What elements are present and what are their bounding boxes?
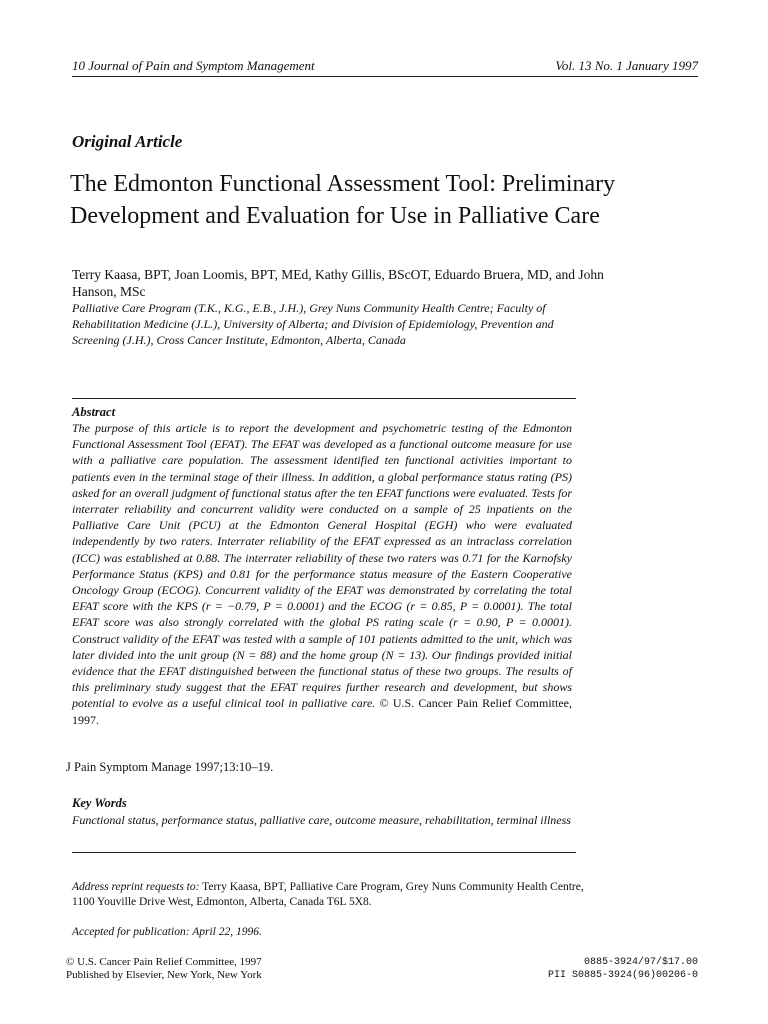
keywords-bottom-rule <box>72 852 576 853</box>
reprint-address-body: Terry Kaasa, BPT, Palliative Care Program, Grey Nuns Community Health Centre, 1100 Youville Drive West, Edmonton, Alberta, Canada T6L 5X8. <box>72 881 584 908</box>
footer-copyright: © U.S. Cancer Pain Relief Committee, 1997 <box>66 956 262 968</box>
citation: J Pain Symptom Manage 1997;13:10–19. <box>66 760 274 774</box>
abstract-text: The purpose of this article is to report the development and psychometric testing of the Edmonton Functional Assessment Tool (EFAT). The EFAT was developed as a functional outcome measure for use with a palliative care population. The assessment identified ten functional activities important to patients even in the terminal stage of their illness. In addition, a global performance status rating (PS) asked for an overall judgment of functional status after the ten EFAT functions were evaluated. Tests for interrater reliability and concurrent validity were conducted on a sample of 25 inpatients on the Palliative Care Unit (PCU) at the Edmonton General Hospital (EGH) who were evaluated independently by two raters. Interrater reliability of the EFAT expressed as an intraclass correlation (ICC) was established at 0.88. The interrater reliability of these two raters was 0.71 for the Karnofsky Performance Status (KPS) and 0.81 for the performance status measure of the Eastern Cooperative Oncology Group (ECOG). Concurrent validity of the EFAT was demonstrated by correlating the total EFAT score with the KPS (r = −0.79, P = 0.0001) and the ECOG (r = 0.85, P = 0.0001). The total EFAT score was also strongly correlated with the global PS rating scale (r = 0.90, P = 0.0001). Construct validity of the EFAT was tested with a sample of 101 patients admitted to the unit, which was later divided into the unit group (N = 88) and the home group (N = 13). Our findings provided initial evidence that the EFAT distinguished between the functional status of these two groups. The results of this preliminary study suggest that the EFAT requires further research and development, but shows potential to evolve as a useful clinical tool in palliative care. <box>72 421 572 711</box>
footer-issn: 0885-3924/97/$17.00 <box>583 957 698 968</box>
footer-right <box>548 956 698 982</box>
abstract-heading: Abstract <box>72 405 116 419</box>
reprint-address-lead: Address reprint requests to: <box>72 881 200 893</box>
abstract-body <box>72 420 572 728</box>
article-title: The Edmonton Functional Assessment Tool: Preliminary Development and Evaluation for Use in Palliative Care <box>70 171 616 229</box>
key-words-body: Functional status, performance status, palliative care, outcome measure, rehabilitation, terminal illness <box>72 813 571 827</box>
author-list: Terry Kaasa, BPT, Joan Loomis, BPT, MEd, Kathy Gillis, BScOT, Eduardo Bruera, MD, and John Hanson, MSc <box>72 267 604 299</box>
affiliations: Palliative Care Program (T.K., K.G., E.B., J.H.), Grey Nuns Community Health Centre; Faculty of Rehabilitation Medicine (J.L.), University of Alberta; and Division of Epidemiology, Prevention and Screening (J.H.), Cross Cancer Institute, Edmonton, Alberta, Canada <box>72 301 554 347</box>
footer-publisher: Published by Elsevier, New York, New York <box>66 969 262 981</box>
key-words-heading: Key Words <box>72 796 127 810</box>
footer-pii: PII S0885-3924(96)00206-0 <box>547 970 698 981</box>
article-type: Original Article <box>72 132 183 151</box>
abstract-top-rule <box>72 398 576 399</box>
abstract-copyright: © U.S. Cancer Pain Relief Committee, 1997. <box>72 696 572 727</box>
reprint-address <box>72 880 592 910</box>
accepted-date: Accepted for publication: April 22, 1996. <box>72 926 262 938</box>
footer-left <box>66 956 262 982</box>
running-header <box>72 58 698 77</box>
running-header-right: Vol. 13 No. 1 January 1997 <box>555 58 698 73</box>
running-header-left: 10 Journal of Pain and Symptom Management <box>72 58 315 73</box>
